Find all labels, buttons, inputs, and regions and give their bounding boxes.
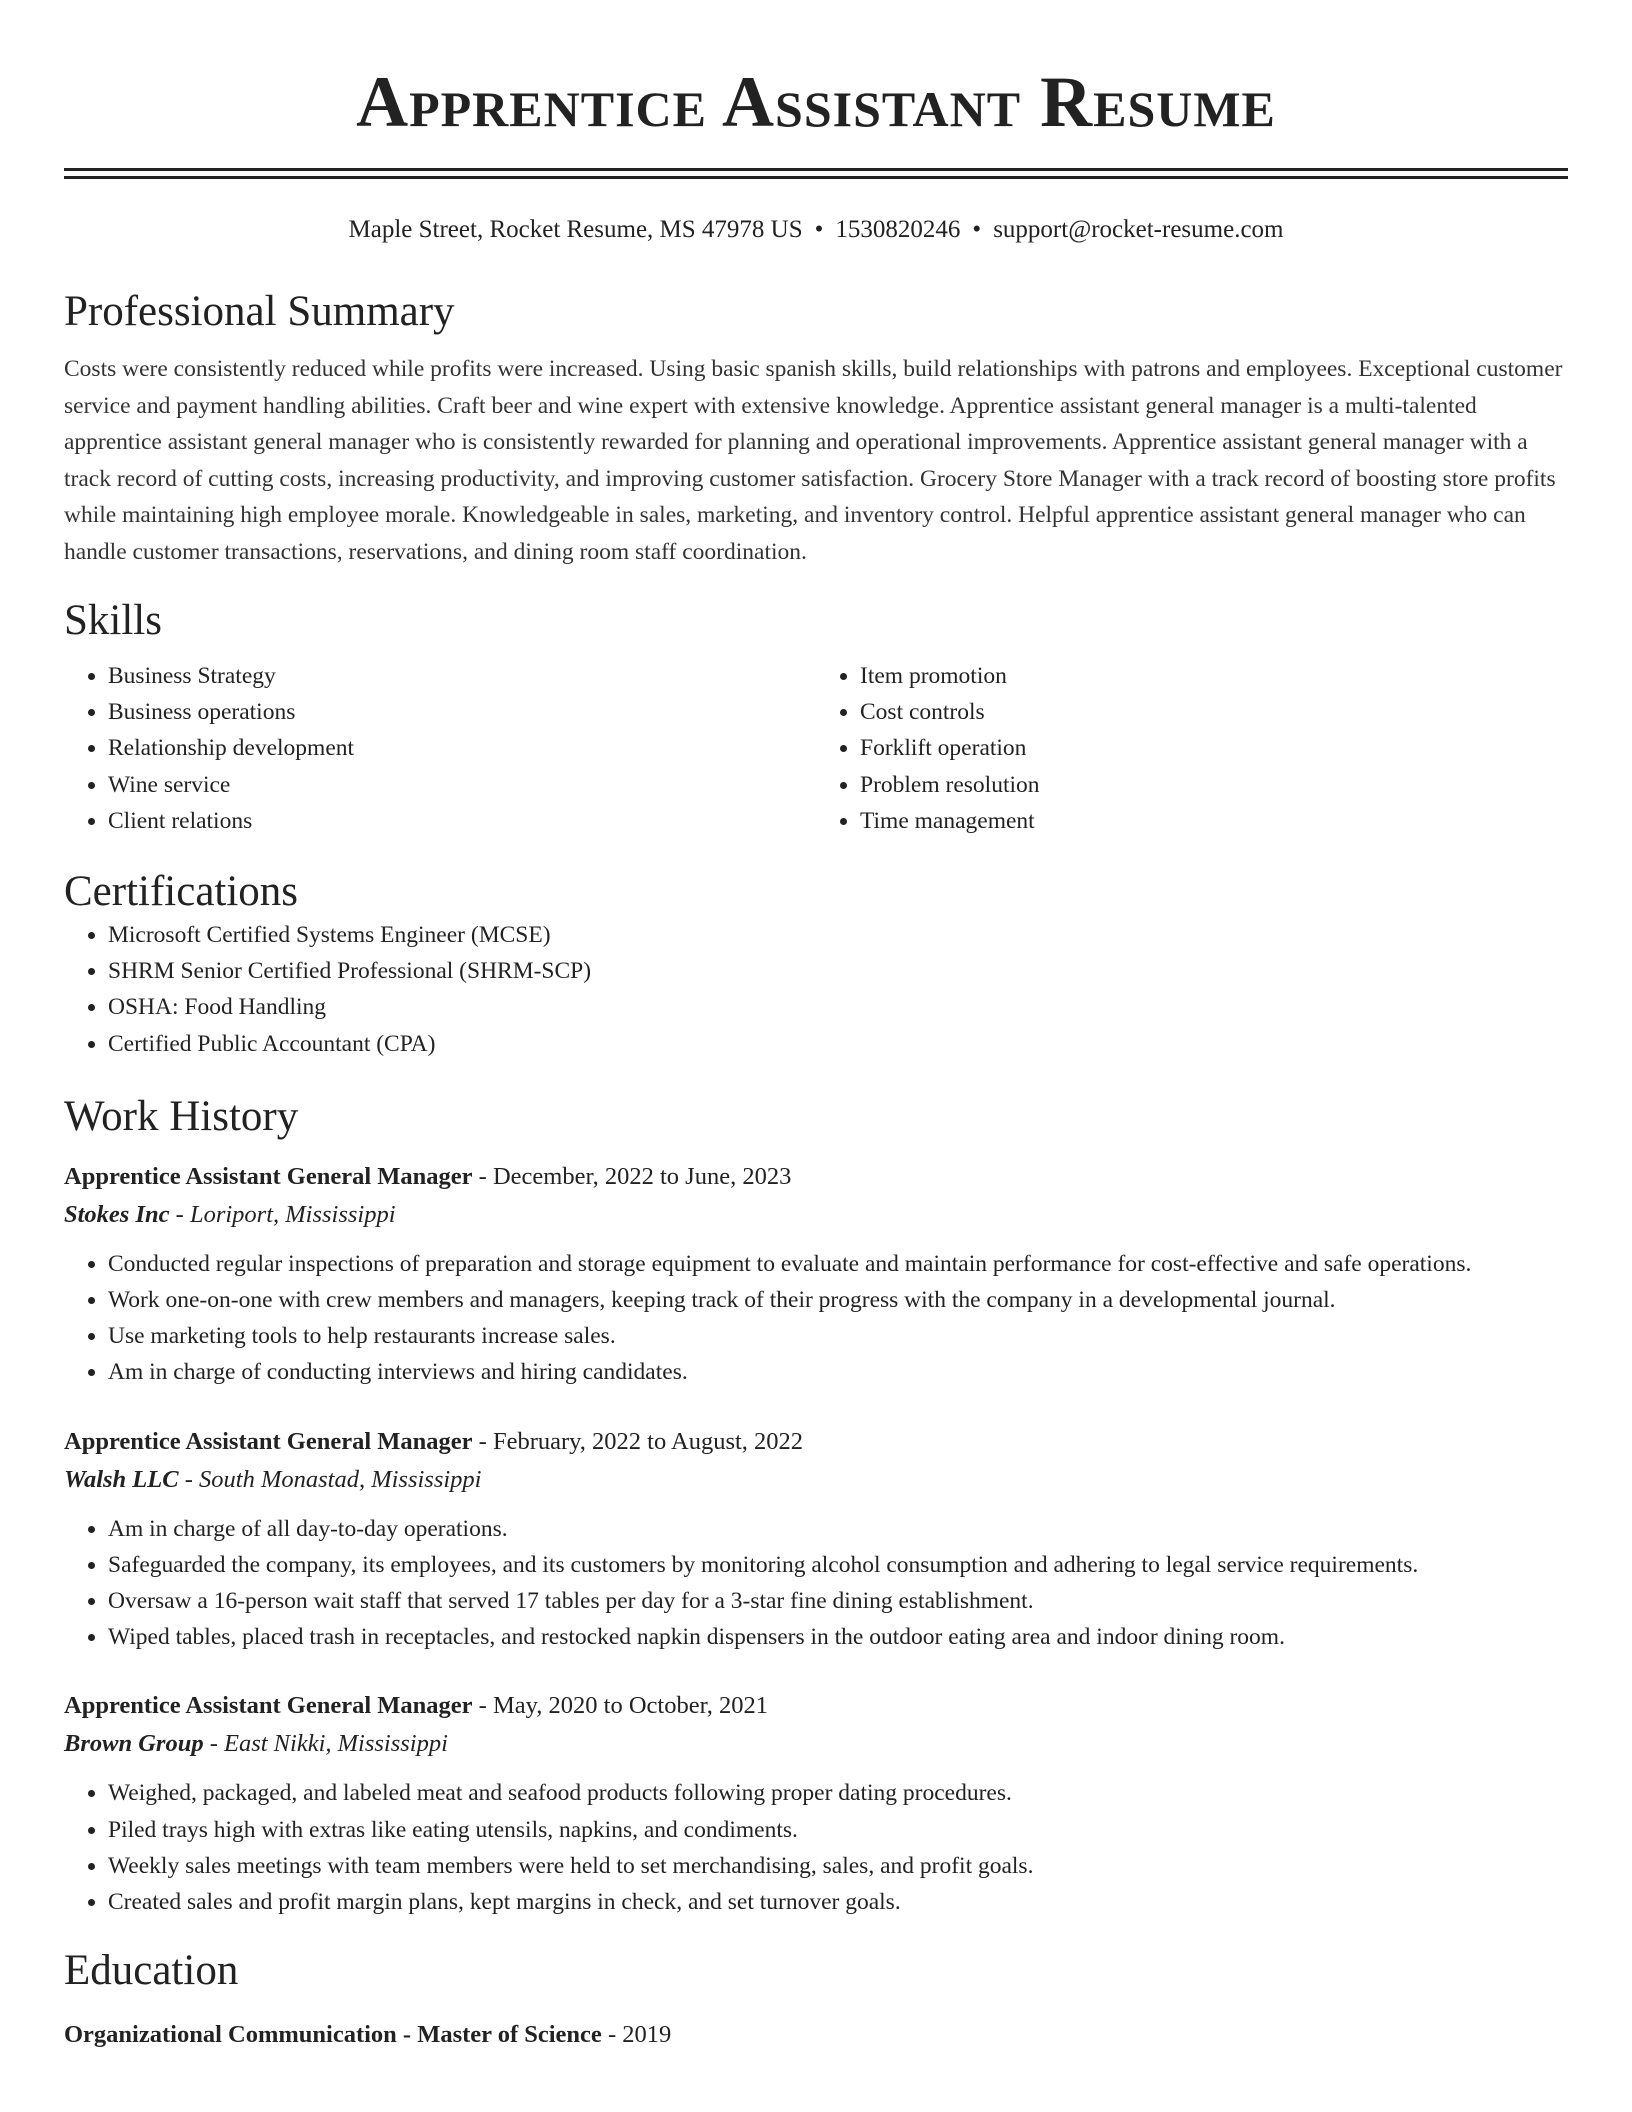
certifications-heading: Certifications <box>64 868 299 916</box>
job-bullet: • Work one-on-one with crew members and managers, keeping track of their progress with the company in a developmental journal. <box>108 1282 1568 1318</box>
contact-separator: • <box>814 216 824 243</box>
job-dash: - <box>203 1730 224 1758</box>
certification-item: • Certified Public Accountant (CPA) <box>108 1026 1568 1062</box>
title-divider-bottom <box>64 176 1568 179</box>
job-bullet: • Conducted regular inspections of preparation and storage equipment to evaluate and maintain performance for cost-effective and safe operations. <box>108 1246 1568 1282</box>
job-bullet: • Weekly sales meetings with team members were held to set merchandising, sales, and profit goals. <box>108 1848 1568 1884</box>
skill-item: • Cost controls <box>860 694 1568 730</box>
education-dash: - <box>396 2021 418 2049</box>
job-company: Stokes Inc <box>64 1200 170 1228</box>
job-dash: - <box>472 1162 493 1190</box>
skill-item: • Client relations <box>108 803 816 839</box>
job-company-line <box>64 1725 1568 1763</box>
skill-item: • Business Strategy <box>108 658 816 694</box>
education-degree: Master of Science <box>417 2021 602 2049</box>
summary-heading: Professional Summary <box>64 288 455 335</box>
skill-item: • Forklift operation <box>860 730 1568 766</box>
job-title-line <box>64 1687 1568 1725</box>
job-location: South Monastad, Mississippi <box>199 1465 482 1493</box>
skill-item: • Item promotion <box>860 658 1568 694</box>
skill-item: • Time management <box>860 803 1568 839</box>
education-dash: - <box>601 2021 623 2049</box>
job-bullets <box>64 1511 1568 1656</box>
job-dash: - <box>472 1692 493 1720</box>
job-bullets <box>64 1775 1568 1920</box>
job-entry <box>64 1158 1568 1391</box>
skills-columns <box>64 658 1568 839</box>
contact-phone: 1530820246 <box>835 216 961 243</box>
job-bullet: • Wiped tables, placed trash in receptacles, and restocked napkin dispensers in the outdoor eating area and indoor dining room. <box>108 1619 1568 1655</box>
education-year: 2019 <box>622 2021 672 2049</box>
certification-item: • OSHA: Food Handling <box>108 989 1568 1025</box>
contact-line <box>64 215 1568 245</box>
education-field: Organizational Communication <box>64 2021 397 2049</box>
title-divider-top <box>64 168 1568 171</box>
skills-heading: Skills <box>64 597 162 644</box>
job-title: Apprentice Assistant General Manager <box>64 1427 473 1455</box>
job-dates: December, 2022 to June, 2023 <box>492 1162 792 1190</box>
job-title-line <box>64 1158 1568 1196</box>
resume-title: Apprentice Assistant Resume <box>356 62 1276 142</box>
job-dash: - <box>178 1465 200 1493</box>
education-heading: Education <box>64 1947 239 1995</box>
skill-item: • Business operations <box>108 694 816 730</box>
job-title-line <box>64 1423 1568 1461</box>
job-location: Loriport, Mississippi <box>189 1200 396 1228</box>
job-company-line <box>64 1196 1568 1234</box>
certifications-list <box>64 917 1568 1062</box>
skill-item: • Problem resolution <box>860 767 1568 803</box>
job-dates: February, 2022 to August, 2022 <box>492 1427 804 1455</box>
work-history-heading: Work History <box>64 1092 299 1140</box>
job-location: East Nikki, Mississippi <box>224 1730 448 1758</box>
contact-separator: • <box>972 216 982 243</box>
job-dash: - <box>472 1427 493 1455</box>
job-entry <box>64 1687 1568 1920</box>
job-company: Walsh LLC <box>64 1465 179 1493</box>
job-bullet: • Created sales and profit margin plans, kept margins in check, and set turnover goals. <box>108 1884 1568 1920</box>
job-company-line <box>64 1461 1568 1499</box>
job-bullet: • Am in charge of all day-to-day operations. <box>108 1511 1568 1547</box>
job-bullet: • Weighed, packaged, and labeled meat and seafood products following proper dating procedures. <box>108 1775 1568 1811</box>
skills-list-right <box>816 658 1568 839</box>
skill-item: • Relationship development <box>108 730 816 766</box>
certification-item: • SHRM Senior Certified Professional (SHRM-SCP) <box>108 953 1568 989</box>
skill-item: • Wine service <box>108 767 816 803</box>
skills-list-left <box>64 658 816 839</box>
contact-address: Maple Street, Rocket Resume, MS 47978 US <box>348 216 803 243</box>
contact-email: support@rocket-resume.com <box>993 216 1284 243</box>
job-title: Apprentice Assistant General Manager <box>64 1162 473 1190</box>
job-title: Apprentice Assistant General Manager <box>64 1692 473 1720</box>
job-entry <box>64 1423 1568 1656</box>
job-bullet: • Piled trays high with extras like eating utensils, napkins, and condiments. <box>108 1812 1568 1848</box>
job-bullet: • Safeguarded the company, its employees, and its customers by monitoring alcohol consumption and adhering to legal service requirements. <box>108 1547 1568 1583</box>
job-bullet: • Am in charge of conducting interviews and hiring candidates. <box>108 1354 1568 1390</box>
certification-item: • Microsoft Certified Systems Engineer (MCSE) <box>108 917 1568 953</box>
job-bullets <box>64 1246 1568 1391</box>
job-company: Brown Group <box>64 1730 204 1758</box>
summary-text: Costs were consistently reduced while profits were increased. Using basic spanish skills, build relationships with patrons and employees. Exceptional customer service and payment handling abilities. Craft beer and wine expert with extensive knowledge. Apprentice assistant general manager is a multi-talented apprentice assistant general manager who is consistently rewarded for planning and operational improvements. Apprentice assistant general manager with a track record of cutting costs, increasing productivity, and improving customer satisfaction. Grocery Store Manager with a track record of boosting store profits while maintaining high employee morale. Knowledgeable in sales, marketing, and inventory control. Helpful apprentice assistant general manager who can handle customer transactions, reservations, and dining room staff coordination. <box>64 356 1563 565</box>
job-dash: - <box>169 1200 190 1228</box>
job-bullet: • Oversaw a 16-person wait staff that served 17 tables per day for a 3-star fine dining establishment. <box>108 1583 1568 1619</box>
job-bullet: • Use marketing tools to help restaurants increase sales. <box>108 1318 1568 1354</box>
education-entry <box>64 2016 1568 2054</box>
job-dates: May, 2020 to October, 2021 <box>492 1692 769 1720</box>
